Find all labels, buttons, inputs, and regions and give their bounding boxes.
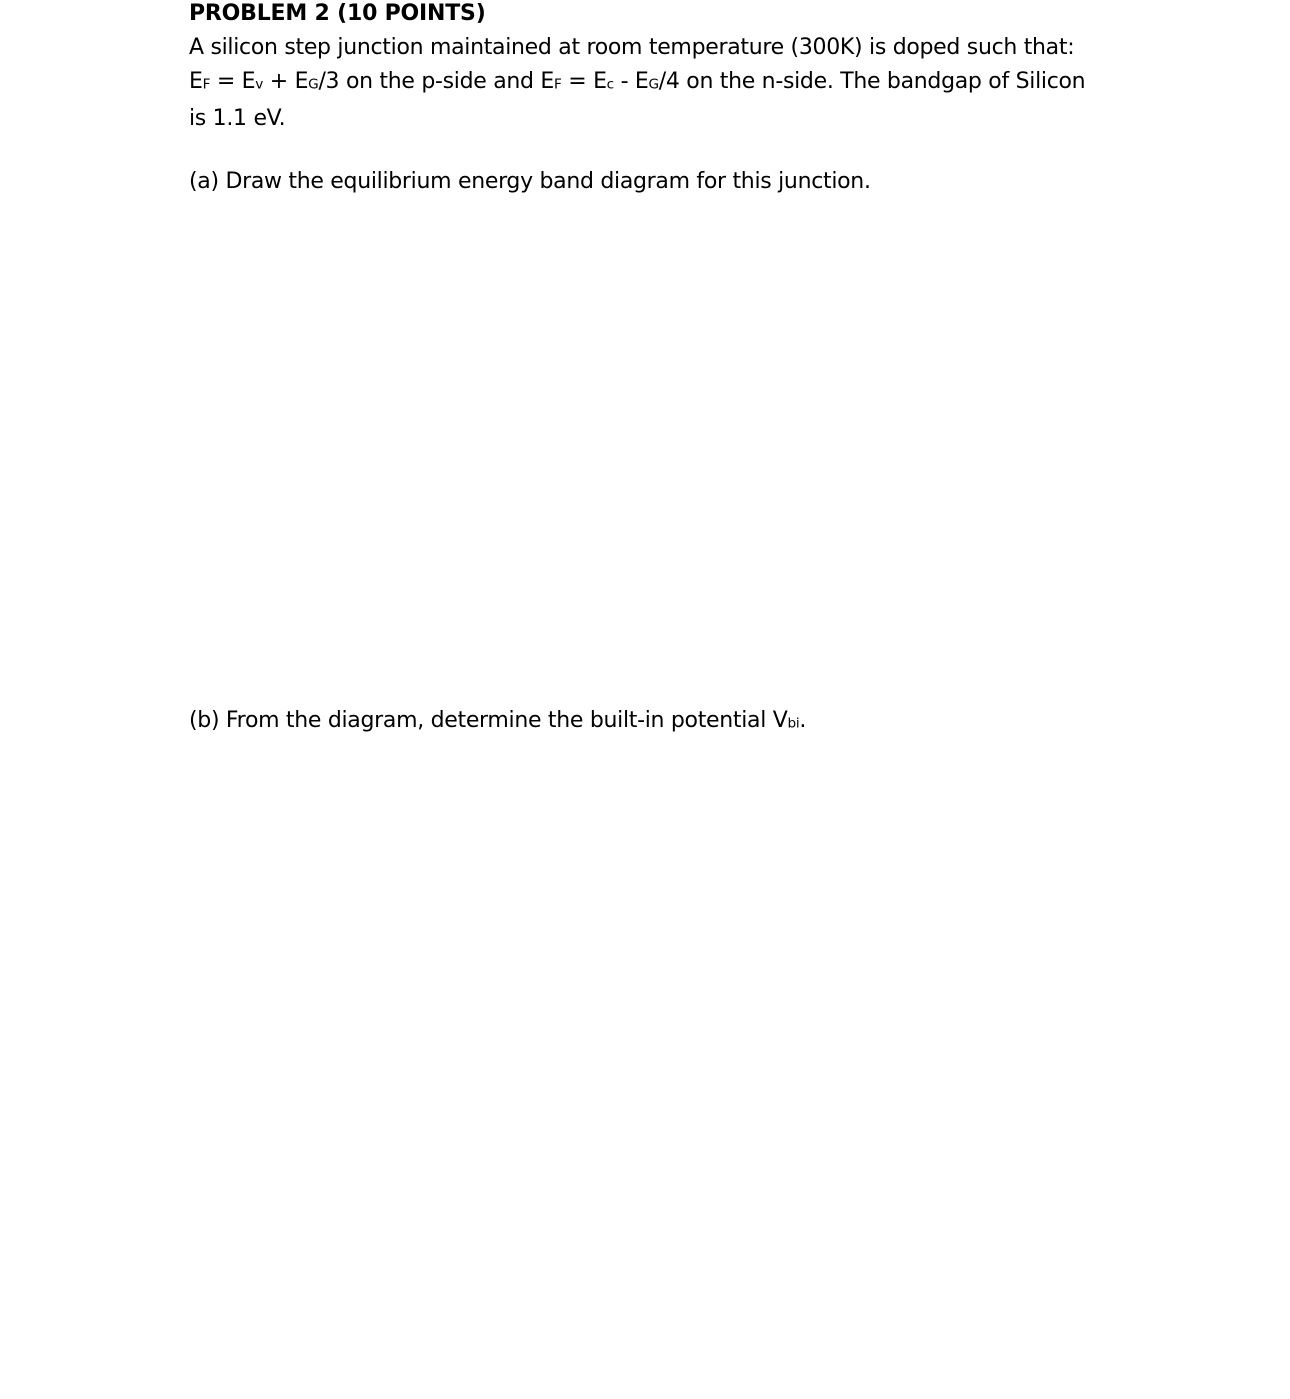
part-a-answer-space [189, 205, 1129, 695]
ev-subscript: v [255, 76, 264, 93]
part-b-answer-space [189, 745, 1129, 1385]
equation-text: /3 on the p-side and E [318, 69, 554, 94]
part-a-question: (a) Draw the equilibrium energy band diagram for this junction. [189, 169, 871, 194]
statement-line-1: A silicon step junction maintained at room temperature (300K) is doped such that: [189, 35, 1075, 60]
equation-text: = E [561, 69, 607, 94]
equation-text: /4 on the n-side. The bandgap of Silicon [658, 69, 1086, 94]
ef-symbol: E [189, 69, 203, 94]
ec-subscript: c [606, 76, 614, 93]
statement-line-3: is 1.1 eV. [189, 105, 286, 131]
eg-subscript: G [308, 76, 319, 93]
part-b-text: (b) From the diagram, determine the built-in potential V [189, 708, 788, 733]
ef-subscript: F [554, 76, 562, 93]
problem-title: PROBLEM 2 (10 POINTS) [189, 1, 486, 26]
part-b-question [189, 704, 806, 741]
vbi-subscript: bi [787, 715, 800, 732]
problem-statement [189, 31, 1129, 136]
equation-text: = E [210, 69, 256, 94]
statement-line-2 [189, 65, 1129, 102]
ef-subscript: F [202, 76, 211, 93]
equation-text: + E [263, 69, 309, 94]
equation-text: - E [613, 69, 649, 94]
eg-subscript: G [648, 76, 659, 93]
part-b-period: . [799, 708, 807, 733]
